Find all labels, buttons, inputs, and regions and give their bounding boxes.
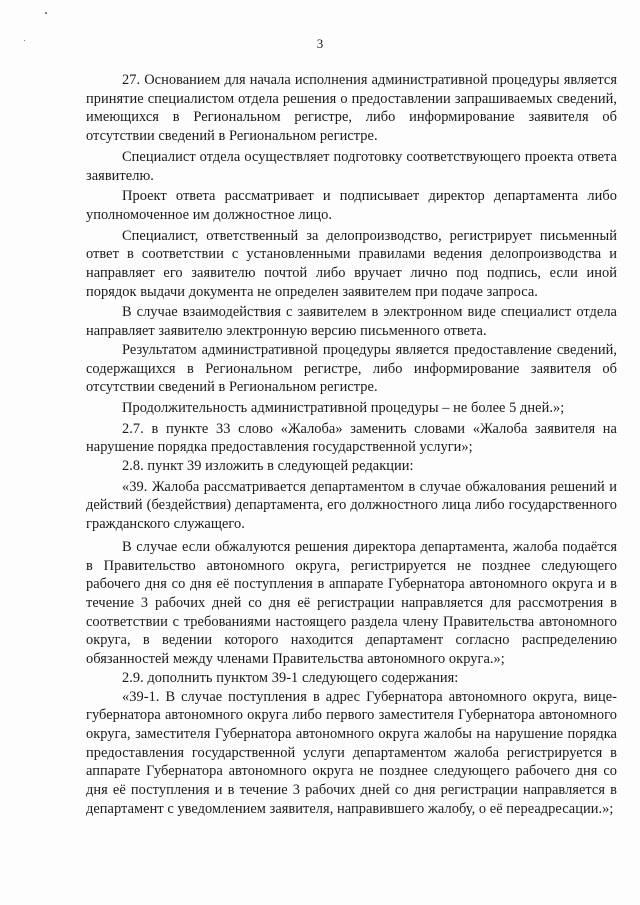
scan-speck [45,12,47,14]
paragraph-director-complaint: В случае если обжалуются решения директора департамента, жалоба подаётся в Правительство автономного округа, регистрируется не позднее следующего рабочего дня со дня её поступления в аппарате Губернатора автономного округа и в течение 3 рабочих дней со дня её регистрации направляется для рассмотрения в соответствии с требованиями настоящего раздела члену Правительства автономного округа, в ведении которого находится департамент согласно распределению обязанностей между членами Правительства автономного округа.»; [86,538,617,668]
paragraph-2-8: 2.8. пункт 39 изложить в следующей редакции: [122,458,414,475]
paragraph-39-1: «39-1. В случае поступления в адрес Губернатора автономного округа, вице-губернатора автономного округа либо первого заместителя Губернатора автономного округа, заместителя Губернатора автономного округа жалобы на нарушение порядка предоставления государственной услуги департаментом жалоба регистрируется в аппарате Губернатора автономного округа не позднее следующего рабочего дня со дня её поступления и в течение 3 рабочих дней со дня регистрации направляется в департамент с уведомлением заявителя, направившего жалобу, о её переадресации.»; [86,688,617,817]
paragraph-39: «39. Жалоба рассматривается департаментом в случае обжалования решений и действий (бездействия) департамента, его должностного лица либо государственного гражданского служащего. [86,478,617,533]
paragraph-specialist-prepares: Специалист отдела осуществляет подготовку соответствующего проекта ответа заявителю. [86,148,617,184]
paragraph-registration: Специалист, ответственный за делопроизводство, регистрирует письменный ответ в соответствии с установленными правилами ведения делопроизводства и направляет его заявителю почтой либо вручает лично под подпись, если иной порядок выдачи документа не определен заявителем при подаче запроса. [86,227,617,300]
document-body [86,71,617,818]
paragraph-27: 27. Основанием для начала исполнения административной процедуры является принятие специалистом отдела решения о предоставлении запрашиваемых сведений, имеющихся в Региональном регистре, либо информирование заявителя об отсутствии сведений в Региональном регистре. [86,72,617,145]
paragraph-2-9: 2.9. дополнить пунктом 39-1 следующего содержания: [122,669,459,686]
paragraph-result: Результатом административной процедуры является предоставление сведений, содержащихся в Региональном регистре, либо информирование заявителя об отсутствии сведений в Региональном регистре. [86,341,617,396]
paragraph-director-signs: Проект ответа рассматривает и подписывает директор департамента либо уполномоченное им должностное лицо. [86,188,617,223]
page-number: 3 [316,36,324,51]
paragraph-duration: Продолжительность административной процедуры – не более 5 дней.»; [122,399,565,416]
paragraph-2-7: 2.7. в пункте 33 слово «Жалоба» заменить словами «Жалоба заявителя на нарушение порядка предоставления государственной услуги»; [86,420,617,456]
paragraph-electronic: В случае взаимодействия с заявителем в электронном виде специалист отдела направляет заявителю электронную версию письменного ответа. [86,304,617,340]
